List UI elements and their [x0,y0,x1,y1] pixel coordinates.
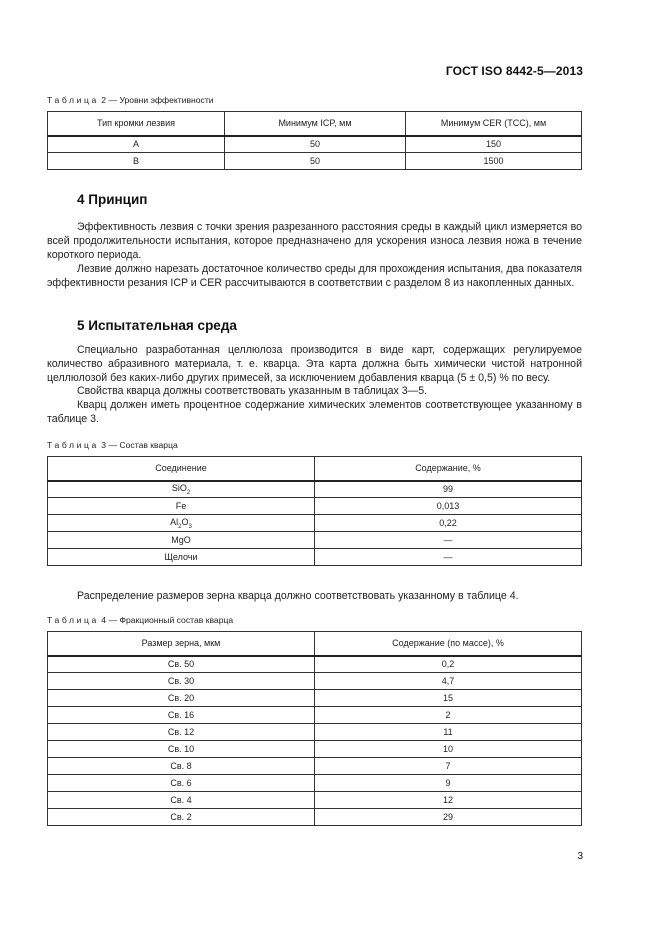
table-cell: A [48,136,225,153]
table-2-header-cer: Минимум CER (TCC), мм [406,112,582,136]
table-row [48,656,582,673]
table-4-intro-paragraph: Распределение размеров зерна кварца должно соответствовать указанному в таблице 4. [77,590,519,602]
table-row [48,498,582,515]
table-2-header-icp: Минимум ICP, мм [225,112,406,136]
table-2-caption [47,95,214,105]
table-4-caption [47,615,233,625]
table-cell: 12 [315,792,582,809]
table-cell: 50 [225,136,406,153]
table-3-caption [47,440,178,450]
table-cell: $Al_2O_3$ [48,515,315,532]
table-row [48,532,582,549]
table-cell: 0,2 [315,656,582,673]
table-row [48,741,582,758]
table-row [48,136,582,153]
table-3-header-compound: Соединение [48,457,315,481]
table-cell: 0,22 [315,515,582,532]
table-cell: Св. 4 [48,792,315,809]
table-row [48,549,582,566]
table-row [48,758,582,775]
table-cell: Св. 12 [48,724,315,741]
table-row [48,481,582,498]
table-3-header-content: Содержание, % [315,457,582,481]
table-4 [47,631,582,826]
table-cell: Св. 2 [48,809,315,826]
table-row [48,690,582,707]
table-cell: 2 [315,707,582,724]
table-cell: 0,013 [315,498,582,515]
table-cell: 10 [315,741,582,758]
table-cell: Fe [48,498,315,515]
table-row [48,809,582,826]
table-cell: Св. 6 [48,775,315,792]
table-cell: MgO [48,532,315,549]
section-4-paragraph-1: Эффективность лезвия с точки зрения разрезанного расстояния среды в каждый цикл измеряется во всей продолжительности испытания, которое предназначено для ускорения износа лезвия ножа в течение короткого периода. [47,221,582,262]
table-2-caption-text: 2 — Уровни эффективности [98,95,214,105]
table-cell: Св. 20 [48,690,315,707]
page-number: 3 [577,851,583,862]
table-cell: — [315,532,582,549]
section-4-title: 4 Принцип [77,192,148,207]
table-row [48,792,582,809]
section-4-paragraph-2: Лезвие должно нарезать достаточное количество среды для прохождения испытания, два показателя эффективности резания ICP и CER рассчитываются в соответствии с разделом 8 из накопленных данных. [47,263,582,290]
table-cell: Щелочи [48,549,315,566]
table-cell: 29 [315,809,582,826]
table-row [48,515,582,532]
table-4-header-grain-size: Размер зерна, мкм [48,632,315,656]
table-cell: 15 [315,690,582,707]
table-row [48,775,582,792]
table-row [48,707,582,724]
table-4-caption-prefix: Таблица [47,615,99,625]
table-3-caption-text: 3 — Состав кварца [98,440,178,450]
table-row [48,153,582,170]
table-4-caption-text: 4 — Фракционный состав кварца [98,615,234,625]
table-cell: — [315,549,582,566]
table-2-header-edge-type: Тип кромки лезвия [48,112,225,136]
table-cell: 4,7 [315,673,582,690]
table-cell: 1500 [406,153,582,170]
table-cell: 150 [406,136,582,153]
table-cell: 7 [315,758,582,775]
section-5-paragraph-1: Специально разработанная целлюлоза производится в виде карт, содержащих регулируемое количество абразивного материала, т. е. кварца. Эта карта должна быть химически чистой натронной целлюлозой без каких-либо других примесей, за исключением добавления кварца (5 ± 0,5) % по весу. [47,344,582,385]
table-cell: Св. 50 [48,656,315,673]
table-cell: 9 [315,775,582,792]
table-3 [47,456,582,566]
table-cell: B [48,153,225,170]
table-cell: 50 [225,153,406,170]
section-5-paragraph-3: Кварц должен иметь процентное содержание химических элементов соответствующее указанному в таблице 3. [47,399,582,426]
table-cell: Св. 16 [48,707,315,724]
table-2-caption-prefix: Таблица [47,95,99,105]
table-cell: SiO$_2$ [48,481,315,498]
table-row [48,724,582,741]
table-3-caption-prefix: Таблица [47,440,99,450]
table-row [48,673,582,690]
section-5-title: 5 Испытательная среда [77,318,237,333]
table-cell: 99 [315,481,582,498]
table-2 [47,111,582,170]
section-5-paragraph-2: Свойства кварца должны соответствовать указанным в таблицах 3—5. [77,385,428,397]
table-cell: Св. 8 [48,758,315,775]
table-cell: Св. 10 [48,741,315,758]
table-cell: Св. 30 [48,673,315,690]
table-cell: 11 [315,724,582,741]
table-4-header-content: Содержание (по массе), % [315,632,582,656]
document-code: ГОСТ ISO 8442-5—2013 [445,64,583,78]
